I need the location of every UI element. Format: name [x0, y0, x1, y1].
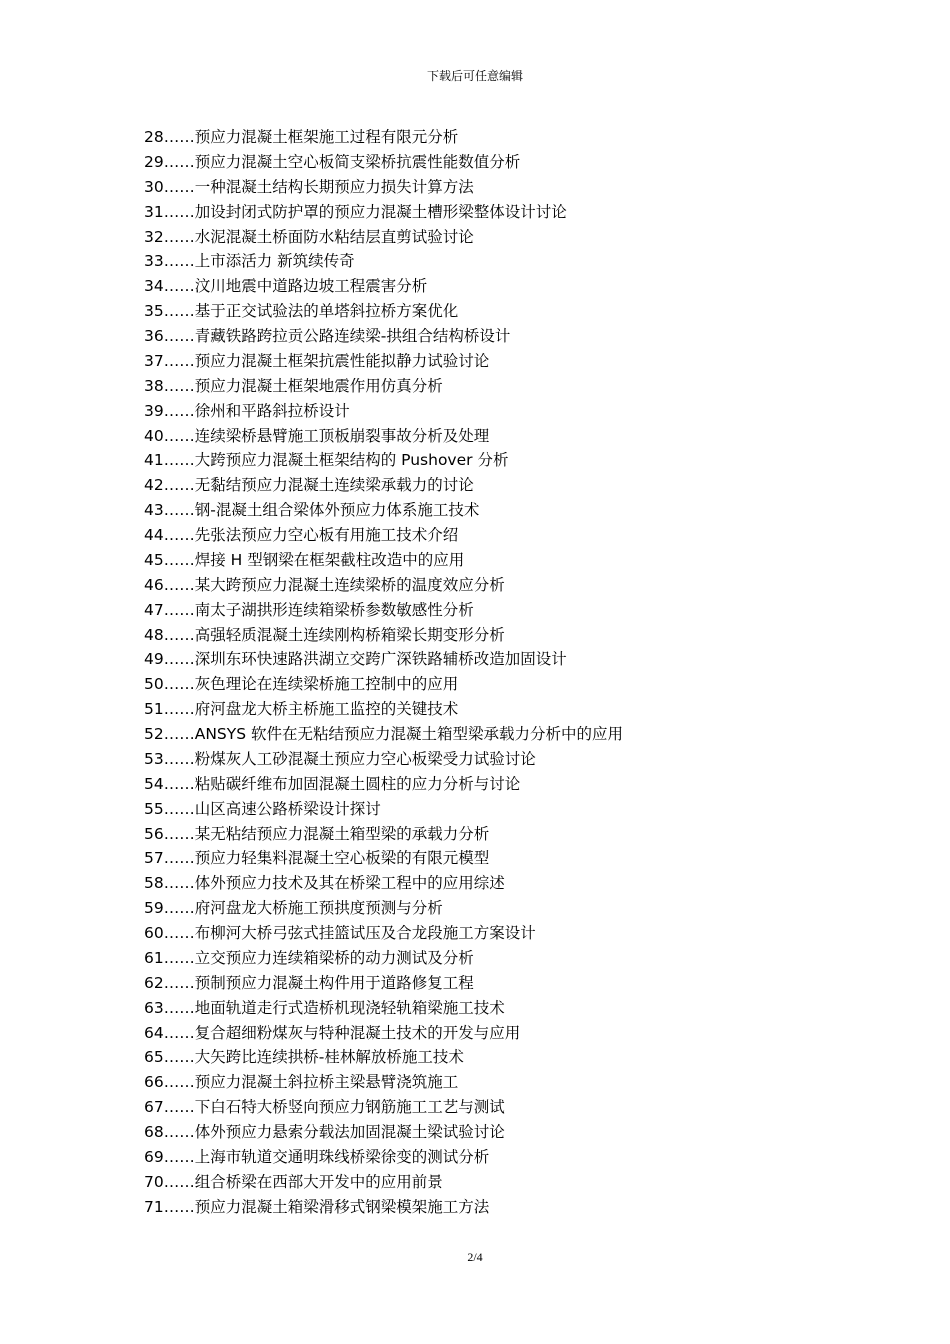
list-item: 39……徐州和平路斜拉桥设计	[144, 401, 350, 420]
list-item: 36……青藏铁路跨拉贡公路连续梁-拱组合结构桥设计	[144, 327, 511, 345]
list-item: 30……一种混凝土结构长期预应力损失计算方法	[144, 177, 474, 196]
list-item: 52……ANSYS 软件在无粘结预应力混凝土箱型梁承载力分析中的应用	[144, 725, 623, 743]
list-item: 58……体外预应力技术及其在桥梁工程中的应用综述	[144, 874, 505, 893]
list-item: 34……汶川地震中道路边坡工程震害分析	[144, 277, 428, 296]
list-item: 31……加设封闭式防护罩的预应力混凝土槽形梁整体设计讨论	[144, 202, 567, 221]
list-item: 41……大跨预应力混凝土框架结构的 Pushover 分析	[144, 451, 509, 470]
list-item: 65……大矢跨比连续拱桥-桂林解放桥施工技术	[144, 1048, 464, 1067]
list-item: 61……立交预应力连续箱梁桥的动力测试及分析	[144, 948, 474, 967]
list-item: 38……预应力混凝土框架地震作用仿真分析	[144, 376, 443, 395]
list-item: 33……上市添活力 新筑续传奇	[144, 252, 355, 271]
list-item: 57……预应力轻集料混凝土空心板梁的有限元模型	[144, 849, 490, 868]
list-item: 51……府河盘龙大桥主桥施工监控的关键技术	[144, 700, 459, 719]
list-item: 64……复合超细粉煤灰与特种混凝土技术的开发与应用	[144, 1023, 521, 1042]
list-item: 71……预应力混凝土箱梁滑移式钢梁模架施工方法	[144, 1197, 490, 1216]
list-item: 56……某无粘结预应力混凝土箱型梁的承载力分析	[144, 824, 490, 843]
list-item: 54……粘贴碳纤维布加固混凝土圆柱的应力分析与讨论	[144, 774, 521, 793]
document-entry-list	[144, 125, 623, 1220]
list-item: 60……布柳河大桥弓弦式挂篮试压及合龙段施工方案设计	[144, 924, 536, 942]
list-item: 70……组合桥梁在西部大开发中的应用前景	[144, 1172, 443, 1191]
list-item: 48……高强轻质混凝土连续刚构桥箱梁长期变形分析	[144, 625, 505, 644]
list-item: 44……先张法预应力空心板有用施工技术介绍	[144, 526, 459, 544]
list-item: 53……粉煤灰人工砂混凝土预应力空心板梁受力试验讨论	[144, 749, 536, 768]
list-item: 46……某大跨预应力混凝土连续梁桥的温度效应分析	[144, 575, 505, 594]
page-header: 下载后可任意编辑	[426, 69, 523, 83]
list-item: 59……府河盘龙大桥施工预拱度预测与分析	[144, 899, 443, 918]
list-item: 29……预应力混凝土空心板简支梁桥抗震性能数值分析	[144, 152, 521, 171]
list-item: 62……预制预应力混凝土构件用于道路修复工程	[144, 973, 474, 992]
list-item: 32……水泥混凝土桥面防水粘结层直剪试验讨论	[144, 227, 474, 246]
list-item: 50……灰色理论在连续梁桥施工控制中的应用	[144, 675, 459, 694]
list-item: 35……基于正交试验法的单塔斜拉桥方案优化	[144, 302, 459, 321]
list-item: 63……地面轨道走行式造桥机现浇轻轨箱梁施工技术	[144, 998, 505, 1017]
list-item: 49……深圳东环快速路洪湖立交跨广深铁路辅桥改造加固设计	[144, 650, 567, 669]
page-number: 2/4	[467, 1250, 483, 1264]
list-item: 43……钢-混凝土组合梁体外预应力体系施工技术	[144, 501, 480, 520]
list-item: 68……体外预应力悬索分载法加固混凝土梁试验讨论	[144, 1123, 505, 1141]
list-item: 40……连续梁桥悬臂施工顶板崩裂事故分析及处理	[144, 426, 490, 445]
list-item: 55……山区高速公路桥梁设计探讨	[144, 799, 381, 818]
list-item: 42……无黏结预应力混凝土连续梁承载力的讨论	[144, 476, 474, 495]
list-item: 67……下白石特大桥竖向预应力钢筋施工工艺与测试	[144, 1098, 505, 1117]
list-item: 37……预应力混凝土框架抗震性能拟静力试验讨论	[144, 351, 490, 370]
list-item: 28……预应力混凝土框架施工过程有限元分析	[144, 128, 459, 146]
list-item: 69……上海市轨道交通明珠线桥梁徐变的测试分析	[144, 1147, 490, 1166]
list-item: 47……南太子湖拱形连续箱梁桥参数敏感性分析	[144, 600, 474, 619]
list-item: 66……预应力混凝土斜拉桥主梁悬臂浇筑施工	[144, 1073, 459, 1092]
list-item: 45……焊接 H 型钢梁在框架截柱改造中的应用	[144, 550, 465, 569]
